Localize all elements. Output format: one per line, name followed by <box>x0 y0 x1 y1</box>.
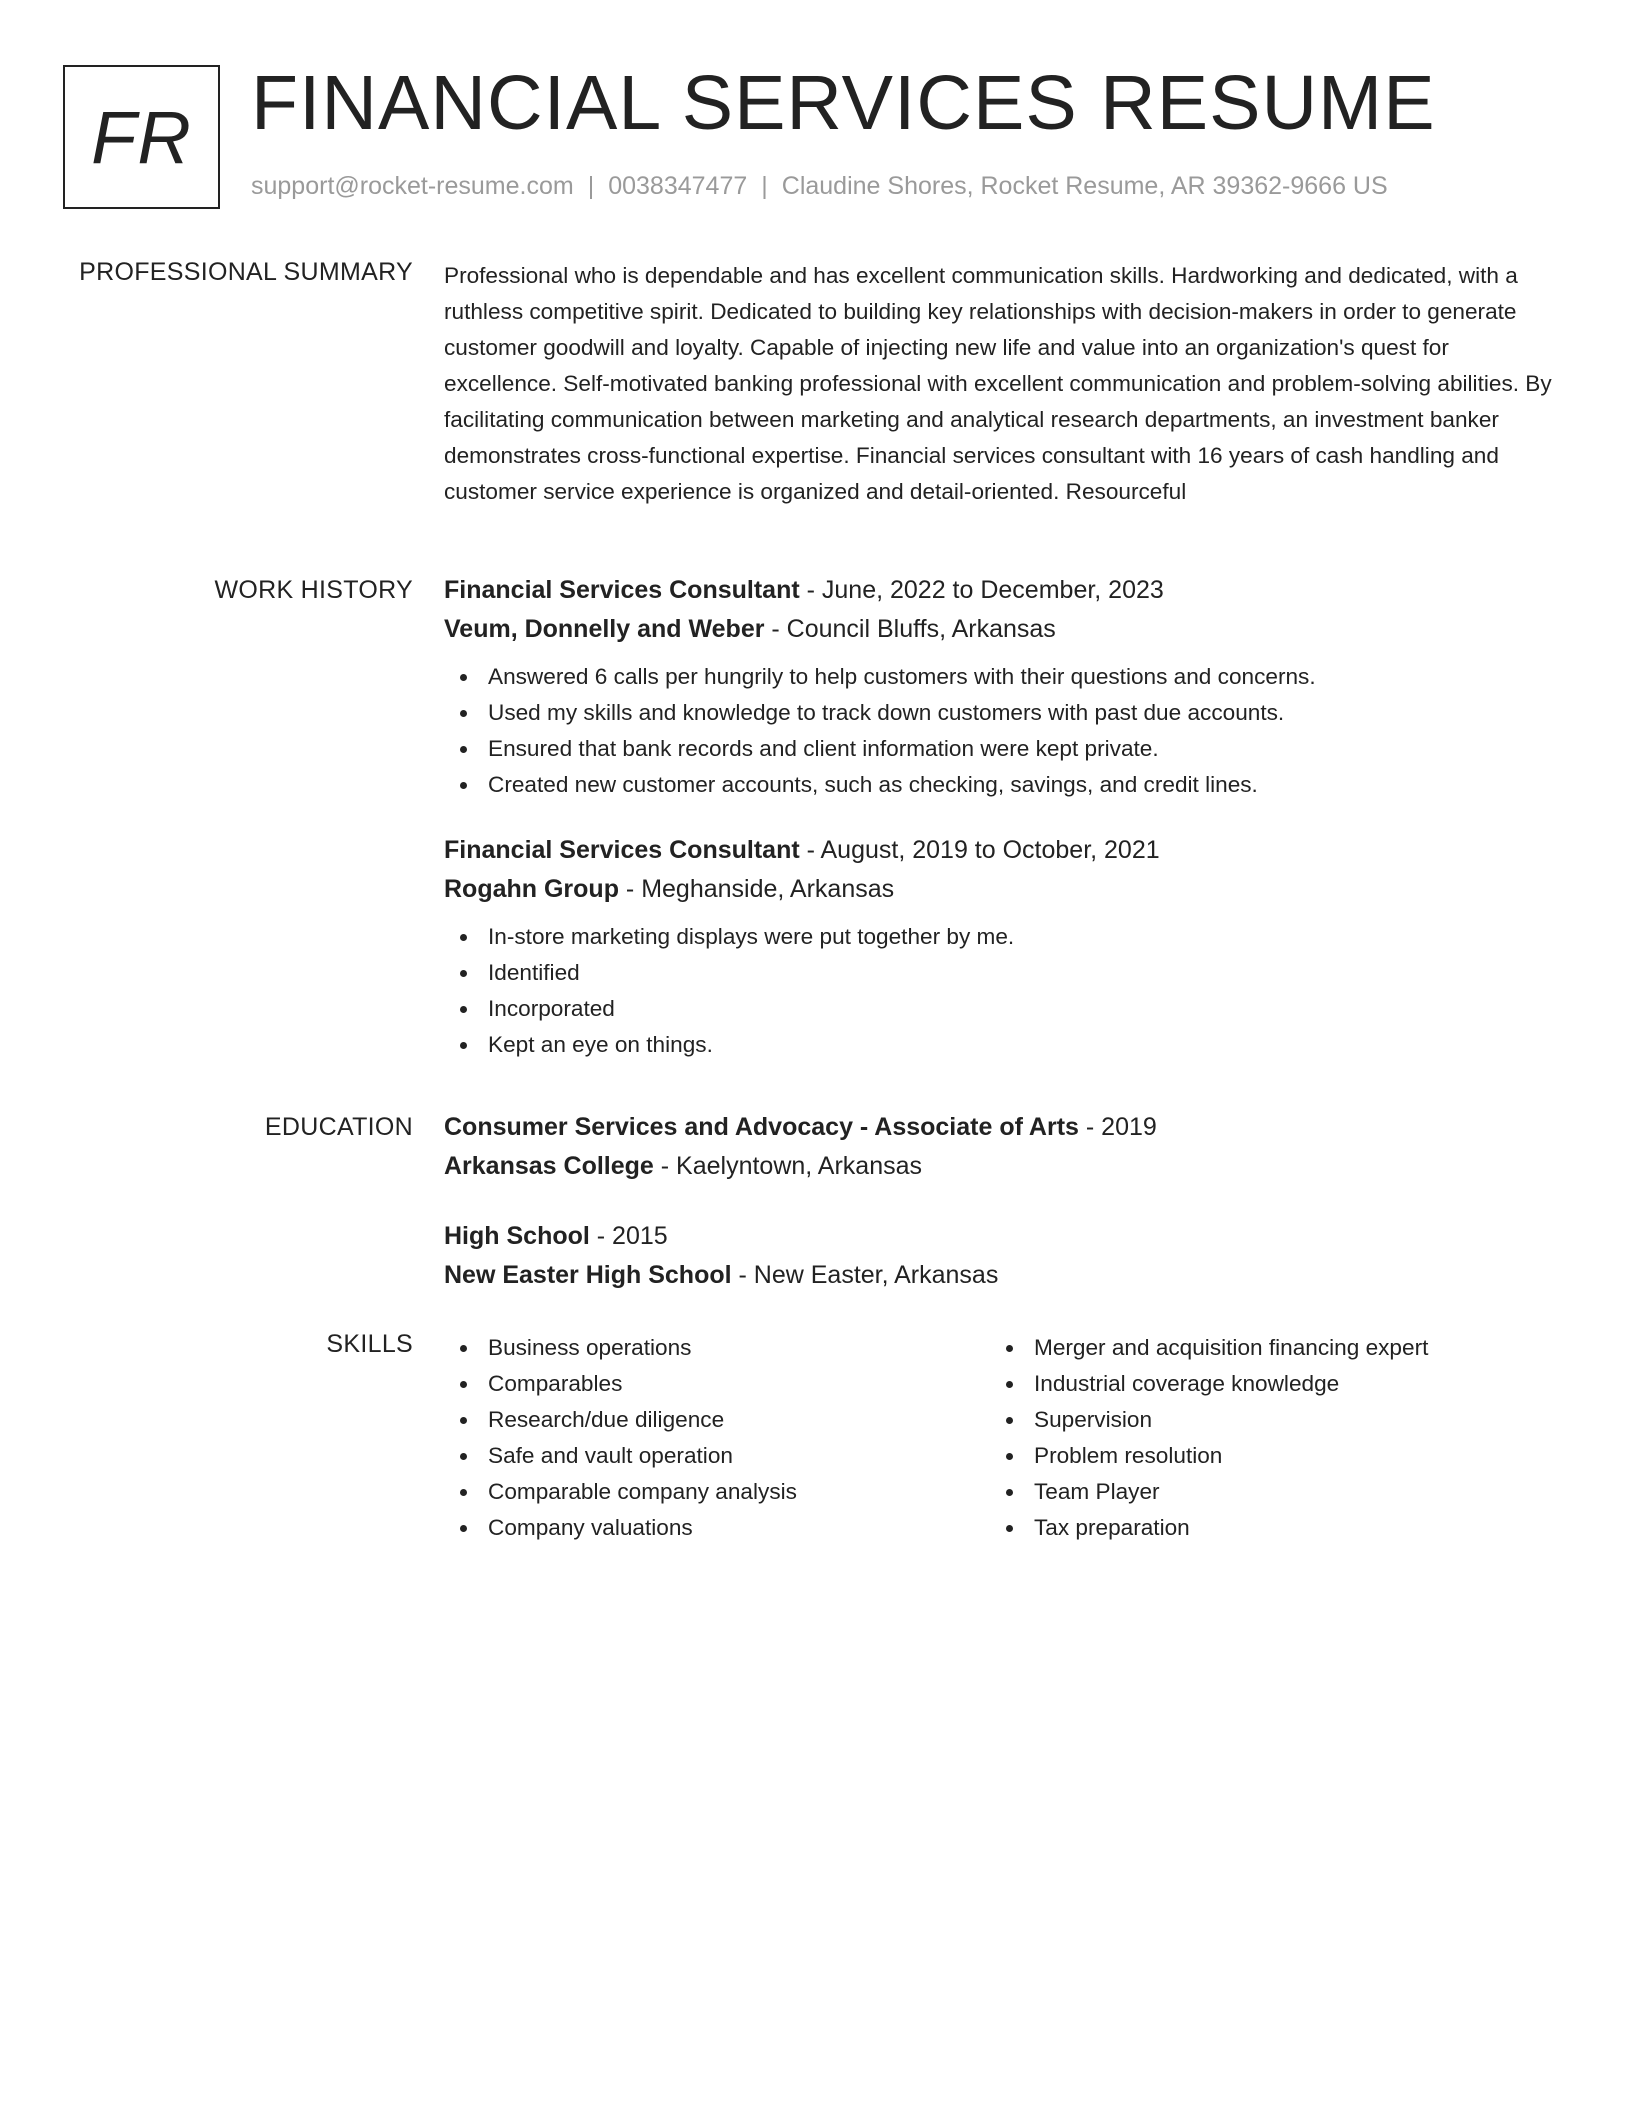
resume-header <box>63 60 1583 210</box>
job-duties-list <box>444 659 1564 803</box>
contact-line <box>251 172 1388 201</box>
job-entry <box>444 571 1564 803</box>
job-duties-list <box>444 919 1564 1063</box>
list-item: In-store marketing displays were put together by me. <box>444 919 1564 955</box>
school-line <box>444 1147 1564 1186</box>
skills-list <box>444 1330 984 1546</box>
list-item: Answered 6 calls per hungrily to help customers with their questions and concerns. <box>444 659 1564 695</box>
job-company: Rogahn Group <box>444 875 619 903</box>
job-title: Financial Services Consultant <box>444 836 800 864</box>
degree: High School <box>444 1222 590 1250</box>
section-label-work-history: WORK HISTORY <box>214 576 413 604</box>
list-item: Incorporated <box>444 991 1564 1027</box>
degree-line <box>444 1108 1564 1147</box>
list-item: Team Player <box>990 1474 1530 1510</box>
job-org-line <box>444 610 1564 649</box>
job-title-line <box>444 571 1564 610</box>
education-entry <box>444 1108 1564 1186</box>
skills-column-right <box>990 1330 1530 1546</box>
list-item: Tax preparation <box>990 1510 1530 1546</box>
list-item: Company valuations <box>444 1510 984 1546</box>
list-item: Research/due diligence <box>444 1402 984 1438</box>
list-item: Kept an eye on things. <box>444 1027 1564 1063</box>
skills-columns <box>444 1330 1564 1550</box>
list-item: Merger and acquisition financing expert <box>990 1330 1530 1366</box>
monogram-logo: FR <box>63 65 220 209</box>
section-label-skills: SKILLS <box>326 1330 413 1358</box>
job-company: Veum, Donnelly and Weber <box>444 615 765 643</box>
job-title: Financial Services Consultant <box>444 576 800 604</box>
contact-separator: | <box>761 172 768 200</box>
contact-address: Claudine Shores, Rocket Resume, AR 39362-9666 US <box>781 172 1388 200</box>
degree: Consumer Services and Advocacy - Associate of Arts <box>444 1113 1079 1141</box>
job-org-line <box>444 870 1564 909</box>
list-item: Used my skills and knowledge to track down customers with past due accounts. <box>444 695 1564 731</box>
job-title-line <box>444 831 1564 870</box>
section-label-education: EDUCATION <box>264 1113 413 1141</box>
skills-list <box>990 1330 1530 1546</box>
list-item: Identified <box>444 955 1564 991</box>
list-item: Created new customer accounts, such as checking, savings, and credit lines. <box>444 767 1564 803</box>
school-name: New Easter High School <box>444 1261 732 1289</box>
list-item: Ensured that bank records and client information were kept private. <box>444 731 1564 767</box>
list-item: Comparables <box>444 1366 984 1402</box>
school-location: - Kaelyntown, Arkansas <box>653 1152 923 1180</box>
section-label-summary: PROFESSIONAL SUMMARY <box>79 258 413 286</box>
contact-phone: 0038347477 <box>608 172 748 200</box>
skills-column-left <box>444 1330 984 1546</box>
list-item: Business operations <box>444 1330 984 1366</box>
graduation-year: - 2019 <box>1078 1113 1157 1141</box>
job-entry <box>444 831 1564 1063</box>
school-location: - New Easter, Arkansas <box>731 1261 999 1289</box>
education-entry <box>444 1217 1564 1295</box>
list-item: Safe and vault operation <box>444 1438 984 1474</box>
list-item: Industrial coverage knowledge <box>990 1366 1530 1402</box>
contact-separator: | <box>587 172 595 200</box>
school-line <box>444 1256 1564 1295</box>
graduation-year: - 2015 <box>589 1222 668 1250</box>
contact-email: support@rocket-resume.com <box>251 172 574 200</box>
summary-text: Professional who is dependable and has excellent communication skills. Hardworking and dedicated, with a ruthless competitive spirit. Dedicated to building key relationships with decision-makers in order to generate customer goodwill and loyalty. Capable of injecting new life and value into an organization's quest for excellence. Self-motivated banking professional with excellent communication and problem-solving abilities. By facilitating communication between marketing and analytical research departments, an investment banker demonstrates cross-functional expertise. Financial services consultant with 16 years of cash handling and customer service experience is organized and detail-oriented. Resourceful <box>444 263 1552 504</box>
list-item: Comparable company analysis <box>444 1474 984 1510</box>
job-dates: - August, 2019 to October, 2021 <box>799 836 1160 864</box>
resume-title: FINANCIAL SERVICES RESUME <box>251 60 1436 146</box>
job-dates: - June, 2022 to December, 2023 <box>799 576 1164 604</box>
list-item: Supervision <box>990 1402 1530 1438</box>
job-location: - Meghanside, Arkansas <box>618 875 895 903</box>
degree-line <box>444 1217 1564 1256</box>
list-item: Problem resolution <box>990 1438 1530 1474</box>
job-location: - Council Bluffs, Arkansas <box>764 615 1056 643</box>
school-name: Arkansas College <box>444 1152 654 1180</box>
